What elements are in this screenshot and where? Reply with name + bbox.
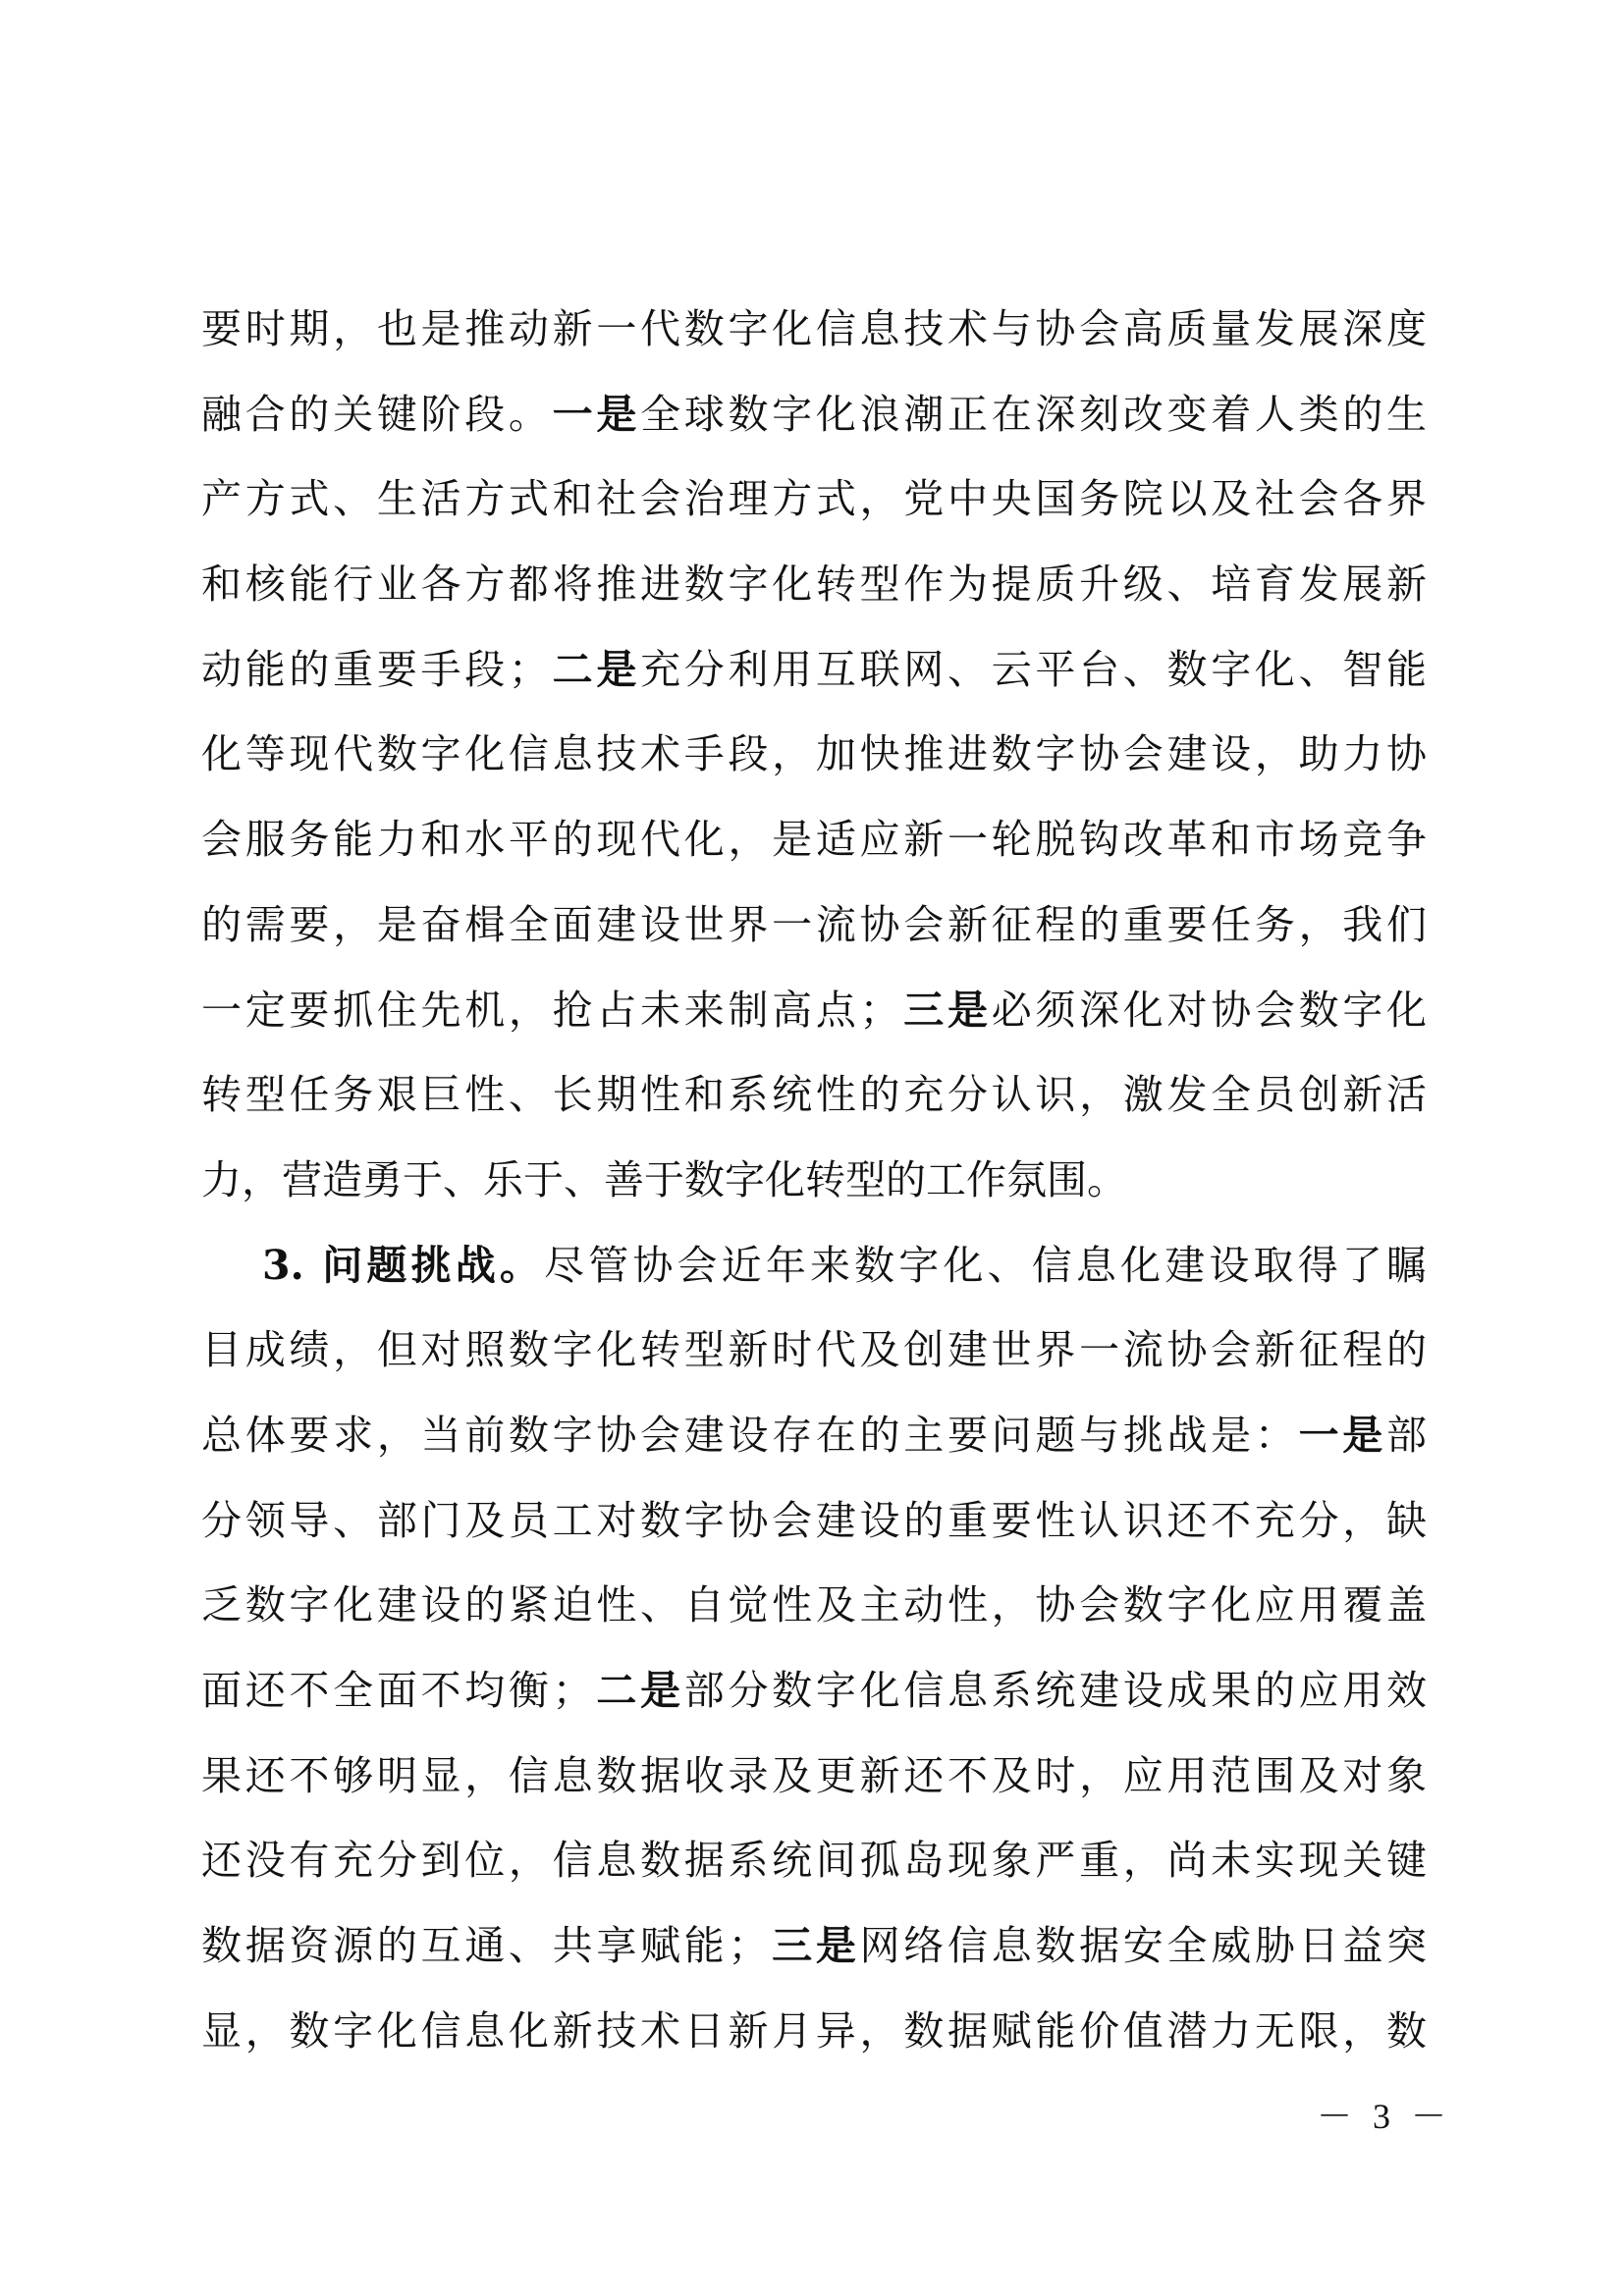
text-line: 乏数字化建设的紧迫性、自觉性及主动性，协会数字化应用覆盖 — [201, 1581, 1427, 1629]
text-line: 果还不够明显，信息数据收录及更新还不及时，应用范围及对象 — [201, 1751, 1427, 1799]
paragraph-end-line: 力，营造勇于、乐于、善于数字化转型的工作氛围。 — [201, 1155, 1127, 1203]
page-number: － 3 － — [1316, 2097, 1452, 2136]
text-line: 一定要抓住先机，抢占未来制高点；三是必须深化对协会数字化 — [201, 986, 1428, 1034]
emphasis-second: 二是 — [592, 1667, 684, 1714]
emphasis-third: 三是 — [899, 986, 992, 1034]
text-line: 还没有充分到位，信息数据系统间孤岛现象严重，尚未实现关键 — [201, 1837, 1427, 1885]
text-line: 的需要，是奋楫全面建设世界一流协会新征程的重要任务，我们 — [201, 900, 1427, 948]
document-body — [201, 294, 1427, 2081]
text-line: 产方式、生活方式和社会治理方式，党中央国务院以及社会各界 — [201, 475, 1427, 523]
text-line: 显，数字化信息化新技术日新月异，数据赋能价值潜力无限，数 — [201, 2006, 1427, 2055]
text-line: 分领导、部门及员工对数字协会建设的重要性认识还不充分，缺 — [201, 1496, 1427, 1544]
text-line: 总体要求，当前数字协会建设存在的主要问题与挑战是：一是部 — [201, 1411, 1428, 1459]
text-line: 要时期，也是推动新一代数字化信息技术与协会高质量发展深度 — [201, 305, 1427, 352]
text-line: 动能的重要手段；二是充分利用互联网、云平台、数字化、智能 — [201, 645, 1428, 693]
text-line: 化等现代数字化信息技术手段，加快推进数字协会建设，助力协 — [201, 730, 1427, 778]
section-heading-line: 3. 问题挑战。尽管协会近年来数字化、信息化建设取得了瞩 — [262, 1241, 1428, 1289]
text-line: 目成绩，但对照数字化转型新时代及创建世界一流协会新征程的 — [201, 1326, 1427, 1374]
text-line: 会服务能力和水平的现代化，是适应新一轮脱钩改革和市场竞争 — [201, 816, 1427, 864]
section-heading: 3. 问题挑战。 — [262, 1241, 545, 1289]
text-line: 和核能行业各方都将推进数字化转型作为提质升级、培育发展新 — [201, 561, 1427, 609]
text-line: 数据资源的互通、共享赋能；三是网络信息数据安全威胁日益突 — [201, 1922, 1428, 1970]
text-line: 面还不全面不均衡；二是部分数字化信息系统建设成果的应用效 — [201, 1667, 1428, 1714]
emphasis-first: 一是 — [552, 390, 641, 438]
emphasis-second: 二是 — [548, 645, 641, 693]
emphasis-third: 三是 — [768, 1922, 860, 1970]
text-line: 融合的关键阶段。一是全球数字化浪潮正在深刻改变着人类的生 — [201, 390, 1428, 438]
emphasis-first: 一是 — [1298, 1411, 1387, 1459]
text-line: 转型任务艰巨性、长期性和系统性的充分认识，激发全员创新活 — [201, 1071, 1427, 1119]
